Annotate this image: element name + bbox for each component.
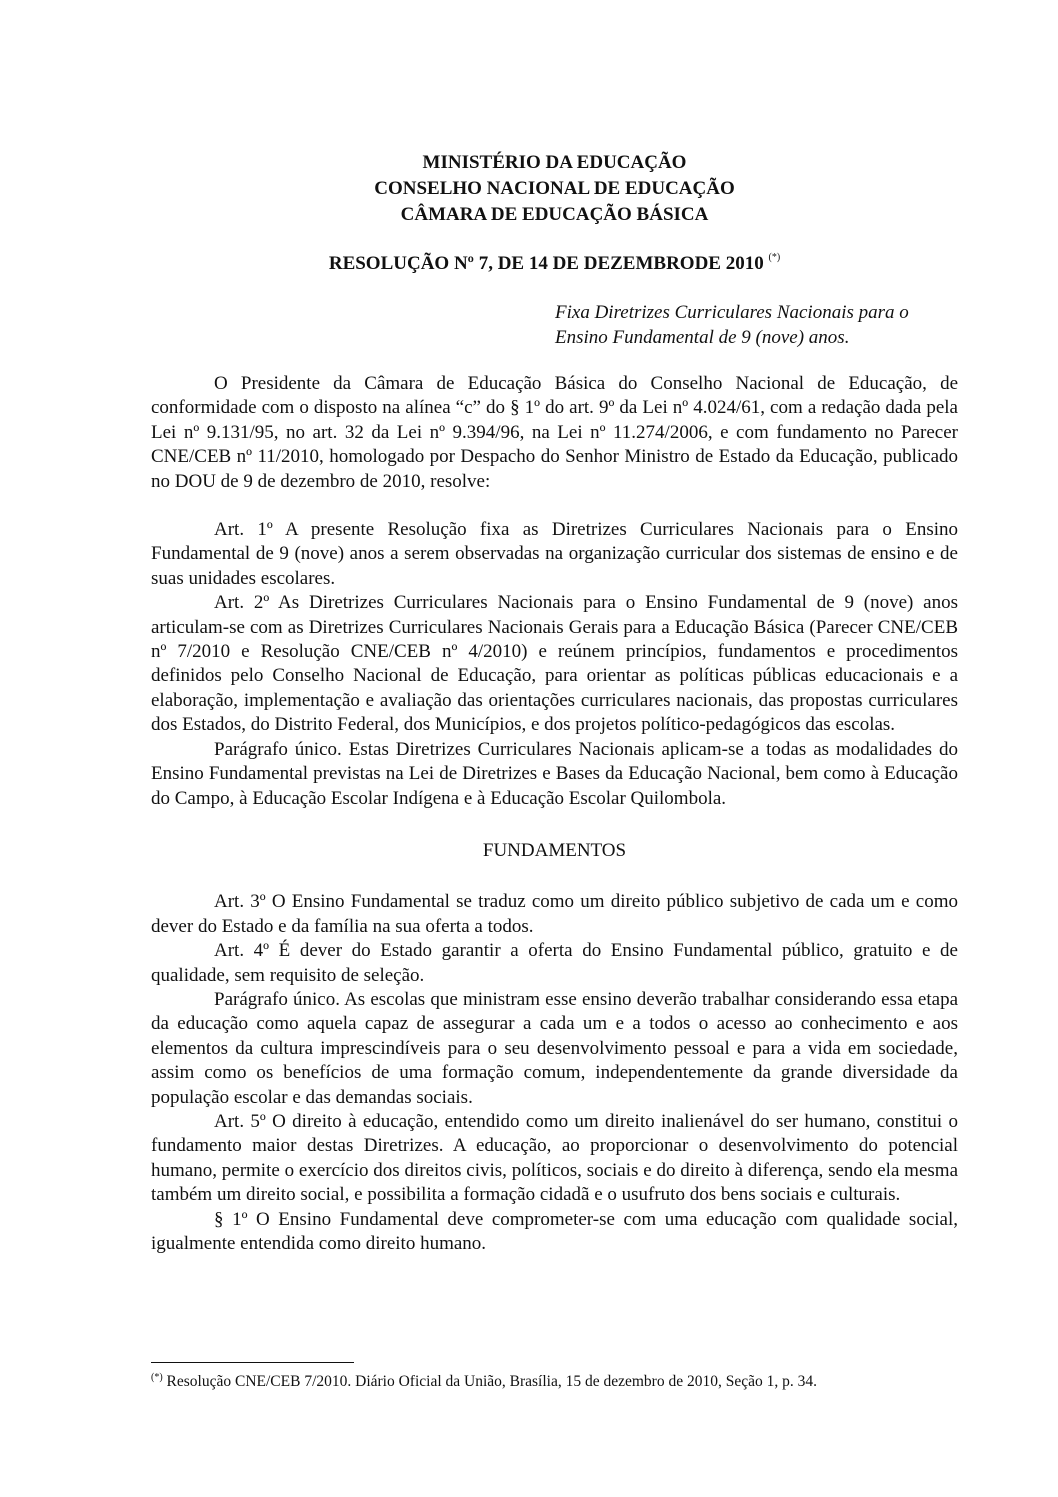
article-1: Art. 1º A presente Resolução fixa as Diretrizes Curriculares Nacionais para o Ensino Fundamental de 9 (nove) anos a serem observadas na organização curricular dos sistemas de ensino e de suas unidades escolares.	[151, 519, 958, 589]
article-4: Art. 4º É dever do Estado garantir a oferta do Ensino Fundamental público, gratuito e de qualidade, sem requisito de seleção.	[151, 940, 958, 986]
resolution-title-text: RESOLUÇÃO Nº 7, DE 14 DE DEZEMBRODE 2010	[328, 253, 764, 274]
council-line: CONSELHO NACIONAL DE EDUCAÇÃO	[374, 178, 735, 199]
article-2: Art. 2º As Diretrizes Curriculares Nacionais para o Ensino Fundamental de 9 (nove) anos articulam-se com as Diretrizes Curriculares Nacionais Gerais para a Educação Básica (Parecer CNE/CEB nº 7/2010 e Resolução CNE/CEB nº 4/2010) e reúnem princípios, fundamentos e procedimentos definidos pelo Conselho Nacional de Educação, para orientar as políticas públicas educacionais e a elaboração, implementação e avaliação das orientações curriculares nacionais, das propostas curriculares dos Estados, do Distrito Federal, dos Municípios, e dos projetos político-pedagógicos das escolas.	[151, 592, 958, 736]
article-5-paragraph-1: § 1º O Ensino Fundamental deve comprometer-se com uma educação com qualidade social, igualmente entendida como direito humano.	[151, 1208, 958, 1254]
footnote-divider	[151, 1362, 354, 1363]
chamber-line: CÂMARA DE EDUCAÇÃO BÁSICA	[400, 204, 709, 225]
ementa	[555, 300, 965, 350]
ministry-line: MINISTÉRIO DA EDUCAÇÃO	[422, 152, 687, 173]
resolution-title	[151, 252, 958, 275]
footnote	[151, 1372, 958, 1391]
article-2-sole-paragraph: Parágrafo único. Estas Diretrizes Curriculares Nacionais aplicam-se a todas as modalidades do Ensino Fundamental previstas na Lei de Diretrizes e Bases da Educação Nacional, bem como à Educação do Campo, à Educação Escolar Indígena e à Educação Escolar Quilombola.	[151, 738, 958, 809]
article-5: Art. 5º O direito à educação, entendido como um direito inalienável do ser humano, constitui o fundamento maior destas Diretrizes. A educação, ao proporcionar o desenvolvimento do potencial humano, permite o exercício dos direitos civis, políticos, sociais e do direito à diferença, sendo ela mesma também um direito social, e possibilita a formação cidadã e o usufruto dos bens sociais e culturais.	[151, 1110, 958, 1206]
preamble-paragraph: O Presidente da Câmara de Educação Básica do Conselho Nacional de Educação, de conformidade com o disposto na alínea “c” do § 1º do art. 9º da Lei nº 4.024/61, com a redação dada pela Lei nº 9.131/95, no art. 32 da Lei nº 9.394/96, na Lei nº 11.274/2006, e com fundamento no Parecer CNE/CEB nº 11/2010, homologado por Despacho do Senhor Ministro de Estado da Educação, publicado no DOU de 9 de dezembro de 2010, resolve:	[151, 373, 958, 492]
title-footnote-mark: (*)	[768, 252, 781, 263]
article-3: Art. 3º O Ensino Fundamental se traduz como um direito público subjetivo de cada um e como dever do Estado e da família na sua oferta a todos.	[151, 891, 958, 937]
issuing-body-header	[151, 150, 958, 228]
document-body	[151, 372, 958, 1256]
section-heading-fundamentos: FUNDAMENTOS	[482, 839, 627, 861]
ementa-line: Fixa Diretrizes Curriculares Nacionais para o	[555, 302, 909, 323]
footnote-text: Resolução CNE/CEB 7/2010. Diário Oficial da União, Brasília, 15 de dezembro de 2010, Seção 1, p. 34.	[162, 1373, 817, 1390]
footnote-mark: (*)	[151, 1372, 163, 1383]
ementa-line: Ensino Fundamental de 9 (nove) anos.	[555, 327, 850, 348]
article-4-sole-paragraph: Parágrafo único. As escolas que ministram esse ensino deverão trabalhar considerando essa etapa da educação como aquela capaz de assegurar a cada um e a todos o acesso ao conhecimento e aos elementos da cultura imprescindíveis para o seu desenvolvimento pessoal e para a vida em sociedade, assim como os benefícios de uma formação comum, independentemente da grande diversidade da população escolar e das demandas sociais.	[151, 988, 958, 1108]
